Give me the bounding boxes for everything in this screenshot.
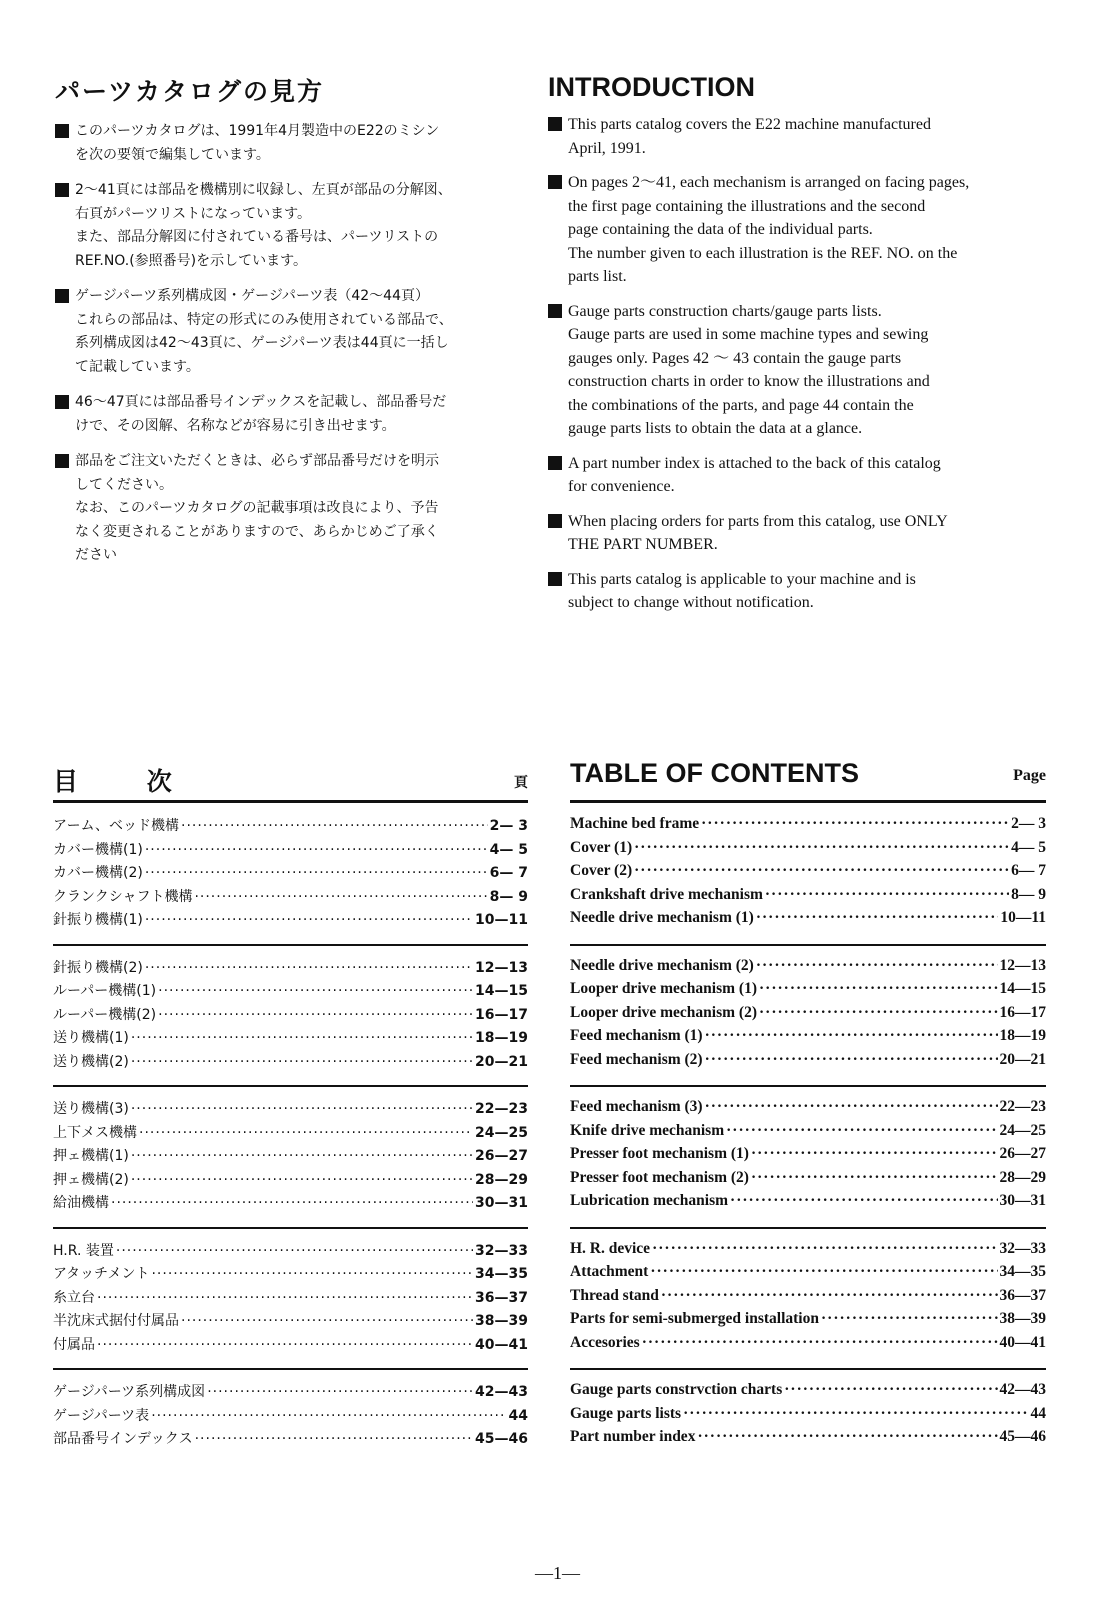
toc-dot-leader <box>194 889 487 905</box>
toc-entry-label: 針振り機構(2) <box>53 959 143 976</box>
toc-divider <box>570 1085 1046 1087</box>
toc-dot-leader <box>181 818 488 834</box>
toc-entry <box>53 1169 528 1193</box>
paragraph-line: the combinations of the parts, and page 44 contain the <box>568 396 914 414</box>
toc-dot-leader <box>111 1195 473 1211</box>
bullet-square-icon <box>55 289 69 303</box>
toc-entry <box>53 1405 528 1429</box>
toc-dot-leader <box>139 1125 473 1141</box>
bullet-square-icon <box>55 395 69 409</box>
toc-entry <box>570 886 1046 910</box>
intro-paragraph <box>55 285 500 379</box>
toc-entry-pages: 44 <box>508 1407 528 1424</box>
paragraph-line: してください。 <box>75 476 173 493</box>
paragraph-line: て記載しています。 <box>75 358 200 375</box>
toc-dot-leader <box>131 1172 473 1188</box>
toc-entry-label: アタッチメント <box>53 1266 150 1282</box>
toc-entry-label: 糸立台 <box>53 1289 95 1306</box>
toc-dot-leader <box>116 1243 473 1259</box>
toc-dot-leader <box>158 983 473 999</box>
toc-entry-label: Cover (2) <box>570 862 633 879</box>
intro-paragraph <box>548 510 1038 557</box>
toc-dot-leader <box>131 1030 473 1046</box>
toc-entry <box>53 1287 528 1311</box>
bullet-square-icon <box>548 514 562 528</box>
toc-entry <box>53 1192 528 1216</box>
toc-entry-label: 上下メス機構 <box>53 1124 137 1141</box>
intro-paragraph <box>55 391 500 438</box>
paragraph-line: parts list. <box>568 268 627 285</box>
toc-entry <box>570 909 1046 933</box>
toc-entry <box>53 1051 528 1075</box>
paragraph-line: ださい <box>75 547 117 563</box>
toc-dot-leader <box>650 1263 997 1281</box>
toc-entry <box>570 1334 1046 1358</box>
toc-dot-leader <box>195 1431 473 1447</box>
toc-dot-leader <box>759 980 998 998</box>
paragraph-line: けで、その図解、名称などが容易に引き出せます。 <box>75 417 396 434</box>
toc-entry-pages: 10—11 <box>475 912 528 928</box>
toc-dot-leader <box>751 1169 998 1187</box>
paragraph-line: page containing the data of the individual parts. <box>568 221 873 238</box>
toc-entry-pages: 16—17 <box>475 1006 528 1023</box>
paragraph-line: gauges only. Pages 42 ～ 43 contain the gauge parts <box>568 349 902 367</box>
toc-entry <box>53 1263 528 1287</box>
paragraph-line: このパーツカタログは、1991年4月製造中のE22のミシン <box>75 123 440 139</box>
intro-paragraph <box>548 171 1038 289</box>
toc-entry <box>570 1405 1046 1429</box>
toc-jp-rule <box>53 800 528 803</box>
toc-entry-pages: 18—19 <box>475 1030 528 1046</box>
toc-entry-label: カバー機構(2) <box>53 865 143 881</box>
toc-entry-label: 部品番号インデックス <box>53 1431 193 1447</box>
toc-entry-pages: 40—41 <box>475 1336 528 1353</box>
toc-entry <box>53 1428 528 1452</box>
toc-entry <box>570 839 1046 863</box>
toc-entry <box>53 1122 528 1146</box>
toc-divider <box>53 1085 528 1087</box>
toc-entry <box>570 1310 1046 1334</box>
bullet-square-icon <box>548 117 562 131</box>
toc-entry-pages: 12—13 <box>475 959 528 976</box>
paragraph-line: the first page containing the illustrations and the second <box>568 197 926 215</box>
paragraph-line: construction charts in order to know the illustrations and <box>568 373 930 390</box>
toc-entry-label: 押ェ機構(2) <box>53 1171 129 1188</box>
toc-entry-pages: 32—33 <box>999 1239 1046 1257</box>
toc-entry <box>570 1051 1046 1075</box>
paragraph-line: 右頁がパーツリストになっています。 <box>75 205 312 222</box>
toc-entry-label: H. R. device <box>570 1239 651 1257</box>
toc-entry-pages: 45—46 <box>999 1428 1046 1445</box>
toc-entry-pages: 18—19 <box>999 1027 1046 1044</box>
toc-entry <box>53 1310 528 1334</box>
toc-entry-pages: 42—43 <box>475 1384 528 1400</box>
paragraph-line: 2～41頁には部品を機構別に収録し、左頁が部品の分解図、 <box>75 182 452 198</box>
toc-entry-label: Attachment <box>570 1263 649 1280</box>
toc-dot-leader <box>756 957 998 975</box>
toc-entry-pages: 28—29 <box>999 1168 1046 1186</box>
paragraph-line: 系列構成図は42～43頁に、ゲージパーツ表は44頁に一括し <box>75 335 449 351</box>
toc-entry-label: Cover (1) <box>570 838 633 856</box>
toc-dot-leader <box>131 1054 473 1070</box>
toc-entry-pages: 40—41 <box>999 1333 1046 1351</box>
toc-entry-pages: 10—11 <box>1000 909 1046 926</box>
toc-dot-leader <box>131 1148 473 1164</box>
toc-dot-leader <box>683 1405 1028 1423</box>
toc-entry-pages: 2— 3 <box>1011 815 1046 832</box>
toc-entry-label: アーム、ベッド機構 <box>53 818 179 834</box>
intro-en-section <box>548 72 1038 615</box>
toc-dot-leader <box>97 1337 473 1353</box>
toc-divider <box>53 1227 528 1229</box>
toc-entry-label: Feed mechanism (3) <box>570 1098 703 1115</box>
toc-entry <box>53 909 528 933</box>
toc-divider <box>570 944 1046 946</box>
toc-entry-pages: 12—13 <box>999 956 1046 974</box>
paragraph-line: 部品をご注文いただくときは、必らず部品番号だけを明示 <box>75 453 439 469</box>
toc-dot-leader <box>207 1384 473 1400</box>
toc-entry-pages: 45—46 <box>475 1431 528 1447</box>
toc-entry <box>570 1004 1046 1028</box>
intro-jp-body <box>55 120 500 568</box>
paragraph-line: This parts catalog covers the E22 machine manufactured <box>568 116 931 133</box>
toc-entry-label: Needle drive mechanism (1) <box>570 909 754 926</box>
toc-entry-label: 給油機構 <box>53 1195 109 1211</box>
toc-jp-header <box>53 762 528 800</box>
toc-entry <box>570 980 1046 1004</box>
toc-entry-label: 送り機構(2) <box>53 1053 129 1070</box>
toc-entry-pages: 24—25 <box>475 1124 528 1141</box>
intro-paragraph <box>548 113 1038 160</box>
toc-entry-label: クランクシャフト機構 <box>53 888 193 905</box>
toc-entry-label: 付属品 <box>53 1336 95 1353</box>
toc-entry-label: Needle drive mechanism (2) <box>570 956 754 974</box>
toc-entry <box>570 1381 1046 1405</box>
paragraph-line: これらの部品は、特定の形式にのみ使用されている部品で、 <box>75 311 453 328</box>
intro-paragraph <box>55 450 500 568</box>
toc-entry-label: H.R. 装置 <box>53 1242 114 1259</box>
paragraph-line: Gauge parts are used in some machine types and sewing <box>568 326 929 343</box>
toc-entry-pages: 2— 3 <box>489 818 528 834</box>
bullet-square-icon <box>548 304 562 318</box>
toc-entry-label: Parts for semi-submerged installation <box>570 1310 819 1327</box>
toc-dot-leader <box>145 960 473 976</box>
toc-divider <box>570 1227 1046 1229</box>
toc-entry-label: Part number index <box>570 1428 696 1445</box>
toc-entry-label: Machine bed frame <box>570 815 700 832</box>
toc-en-header <box>570 758 1046 798</box>
toc-entry <box>570 1287 1046 1311</box>
toc-entry <box>570 1169 1046 1193</box>
toc-entry <box>570 1428 1046 1452</box>
paragraph-line: THE PART NUMBER. <box>568 536 718 553</box>
toc-entry <box>53 839 528 863</box>
toc-entry-pages: 4— 5 <box>489 841 528 858</box>
toc-dot-leader <box>705 1098 998 1116</box>
toc-entry-pages: 6— 7 <box>1011 862 1046 879</box>
toc-entry-label: Gauge parts constrvction charts <box>570 1381 783 1398</box>
toc-entry-pages: 26—27 <box>475 1148 528 1164</box>
paragraph-line: なお、このパーツカタログの記載事項は改良により、予告 <box>75 500 439 516</box>
toc-entry-pages: 14—15 <box>999 980 1046 997</box>
toc-entry-label: Accesories <box>570 1333 640 1351</box>
intro-jp-title: パーツカタログの見方 <box>55 77 325 106</box>
paragraph-line: Gauge parts construction charts/gauge parts lists. <box>568 302 882 320</box>
toc-divider <box>53 1368 528 1370</box>
toc-entry-label: 送り機構(3) <box>53 1101 129 1117</box>
toc-entry <box>570 815 1046 839</box>
bullet-square-icon <box>548 572 562 586</box>
toc-dot-leader <box>765 886 1009 904</box>
toc-dot-leader <box>634 862 1009 880</box>
toc-entry-label: ゲージパーツ系列構成図 <box>53 1384 206 1400</box>
toc-entry-label: ルーパー機構(2) <box>53 1006 157 1023</box>
toc-entry-pages: 30—31 <box>999 1192 1046 1209</box>
toc-en-title: TABLE OF CONTENTS <box>570 758 859 788</box>
toc-entry-pages: 26—27 <box>999 1145 1046 1162</box>
toc-entry-label: カバー機構(1) <box>53 841 143 858</box>
toc-entry-pages: 34—35 <box>475 1266 528 1282</box>
toc-dot-leader <box>145 842 488 858</box>
toc-dot-leader <box>652 1240 997 1258</box>
intro-paragraph <box>548 300 1038 441</box>
toc-entry-pages: 20—21 <box>999 1050 1046 1068</box>
paragraph-line: The number given to each illustration is the REF. NO. on the <box>568 244 958 262</box>
intro-paragraph <box>548 568 1038 615</box>
toc-en-rule <box>570 800 1046 803</box>
toc-entry <box>53 1381 528 1405</box>
paragraph-line: 46～47頁には部品番号インデックスを記載し、部品番号だ <box>75 394 447 410</box>
toc-entry-pages: 34—35 <box>999 1263 1046 1280</box>
intro-en-title: INTRODUCTION <box>548 72 755 102</box>
paragraph-line: for convenience. <box>568 478 675 495</box>
toc-jp-page-label: 頁 <box>514 775 528 791</box>
toc-entry-pages: 30—31 <box>475 1195 528 1211</box>
toc-entry-pages: 8— 9 <box>1011 885 1046 903</box>
toc-entry <box>53 980 528 1004</box>
toc-entry-label: Crankshaft drive mechanism <box>570 885 763 903</box>
toc-entry <box>570 1192 1046 1216</box>
toc-dot-leader <box>751 1145 998 1163</box>
toc-entry-pages: 44 <box>1030 1404 1046 1422</box>
toc-entry <box>570 957 1046 981</box>
toc-dot-leader <box>145 865 488 881</box>
paragraph-line: April, 1991. <box>568 139 646 157</box>
toc-jp-section <box>53 762 528 1452</box>
toc-entry-pages: 20—21 <box>475 1053 528 1070</box>
paragraph-line: subject to change without notification. <box>568 594 814 611</box>
toc-dot-leader <box>151 1266 473 1282</box>
toc-dot-leader <box>756 909 999 927</box>
intro-jp-section <box>55 72 500 568</box>
toc-entry <box>53 1004 528 1028</box>
toc-entry-label: 送り機構(1) <box>53 1030 129 1046</box>
toc-entry-label: Knife drive mechanism <box>570 1121 725 1139</box>
toc-dot-leader <box>158 1007 473 1023</box>
intro-paragraph <box>55 179 500 273</box>
toc-dot-leader <box>634 839 1009 857</box>
toc-dot-leader <box>784 1381 997 1399</box>
paragraph-line: gauge parts lists to obtain the data at a glance. <box>568 420 863 437</box>
toc-entry-label: Thread stand <box>570 1286 659 1304</box>
toc-entry <box>570 1098 1046 1122</box>
toc-entry <box>53 957 528 981</box>
intro-en-body <box>548 113 1038 615</box>
page-number: —1— <box>535 1563 580 1583</box>
toc-entry-label: ゲージパーツ表 <box>53 1407 150 1424</box>
toc-entry <box>570 1027 1046 1051</box>
toc-entry-pages: 38—39 <box>475 1313 528 1329</box>
paragraph-line: On pages 2～41, each mechanism is arranged on facing pages, <box>568 174 970 191</box>
toc-entry-pages: 8— 9 <box>489 888 528 905</box>
toc-dot-leader <box>661 1287 998 1305</box>
paragraph-line: REF.NO.(参照番号)を示しています。 <box>75 252 308 269</box>
toc-entry-pages: 6— 7 <box>489 865 528 881</box>
toc-dot-leader <box>759 1004 998 1022</box>
toc-dot-leader <box>730 1192 997 1210</box>
toc-entry-pages: 22—23 <box>999 1098 1046 1115</box>
bullet-square-icon <box>548 175 562 189</box>
bullet-square-icon <box>55 183 69 197</box>
paragraph-line: When placing orders for parts from this catalog, use ONLY <box>568 512 948 530</box>
toc-dot-leader <box>821 1310 998 1328</box>
toc-entry-label: Feed mechanism (2) <box>570 1050 703 1068</box>
paragraph-line: A part number index is attached to the back of this catalog <box>568 454 941 472</box>
toc-entry-pages: 22—23 <box>475 1101 528 1117</box>
toc-entry-label: Lubrication mechanism <box>570 1192 729 1209</box>
toc-jp-title: 目 次 <box>53 767 202 796</box>
toc-divider <box>570 1368 1046 1370</box>
toc-entry <box>53 862 528 886</box>
toc-entry <box>570 1263 1046 1287</box>
toc-jp-list <box>53 815 528 1452</box>
toc-dot-leader <box>145 912 473 928</box>
toc-dot-leader <box>705 1051 998 1069</box>
bullet-square-icon <box>548 456 562 470</box>
toc-entry <box>53 1145 528 1169</box>
toc-entry-pages: 36—37 <box>999 1286 1046 1304</box>
toc-en-page-label: Page <box>1013 767 1046 784</box>
toc-dot-leader <box>97 1290 473 1306</box>
toc-entry <box>53 1027 528 1051</box>
toc-entry <box>570 1122 1046 1146</box>
toc-entry-pages: 14—15 <box>475 983 528 999</box>
toc-entry-label: Looper drive mechanism (2) <box>570 1003 757 1021</box>
toc-entry-pages: 32—33 <box>475 1242 528 1259</box>
toc-en-section <box>570 758 1046 1452</box>
toc-dot-leader <box>131 1101 473 1117</box>
toc-dot-leader <box>181 1313 473 1329</box>
toc-entry <box>53 1240 528 1264</box>
toc-entry-label: Looper drive mechanism (1) <box>570 980 757 997</box>
paragraph-line: また、部品分解図に付されている番号は、パーツリストの <box>75 229 439 245</box>
toc-dot-leader <box>697 1428 997 1446</box>
toc-entry-label: 押ェ機構(1) <box>53 1148 129 1164</box>
toc-entry-pages: 36—37 <box>475 1289 528 1306</box>
toc-entry-label: Gauge parts lists <box>570 1404 682 1422</box>
toc-entry <box>570 1145 1046 1169</box>
toc-dot-leader <box>151 1408 506 1424</box>
intro-paragraph <box>55 120 500 167</box>
toc-entry <box>570 862 1046 886</box>
bullet-square-icon <box>55 454 69 468</box>
toc-entry-label: Presser foot mechanism (2) <box>570 1168 749 1186</box>
toc-en-list <box>570 815 1046 1452</box>
toc-divider <box>53 944 528 946</box>
toc-entry <box>53 886 528 910</box>
toc-entry <box>53 1098 528 1122</box>
toc-entry-pages: 4— 5 <box>1011 838 1046 856</box>
toc-entry-pages: 16—17 <box>999 1003 1046 1021</box>
bullet-square-icon <box>55 124 69 138</box>
intro-paragraph <box>548 452 1038 499</box>
toc-dot-leader <box>726 1122 997 1140</box>
toc-entry <box>53 815 528 839</box>
toc-entry-label: Feed mechanism (1) <box>570 1027 703 1044</box>
toc-entry-pages: 28—29 <box>475 1171 528 1188</box>
paragraph-line: なく変更されることがありますので、あらかじめご了承く <box>75 523 439 540</box>
toc-entry-label: ルーパー機構(1) <box>53 983 157 999</box>
toc-entry-pages: 24—25 <box>999 1121 1046 1139</box>
toc-entry-label: 半沈床式据付付属品 <box>53 1313 179 1329</box>
paragraph-line: ゲージパーツ系列構成図・ゲージパーツ表（42～44頁） <box>75 288 429 304</box>
toc-entry <box>570 1240 1046 1264</box>
toc-entry <box>53 1334 528 1358</box>
paragraph-line: を次の要領で編集しています。 <box>75 146 270 163</box>
toc-entry-pages: 38—39 <box>999 1310 1046 1327</box>
toc-dot-leader <box>642 1334 998 1352</box>
paragraph-line: This parts catalog is applicable to your machine and is <box>568 570 916 588</box>
toc-entry-label: 針振り機構(1) <box>53 912 143 928</box>
toc-entry-label: Presser foot mechanism (1) <box>570 1145 749 1162</box>
toc-dot-leader <box>701 815 1009 833</box>
toc-dot-leader <box>705 1027 998 1045</box>
toc-entry-pages: 42—43 <box>999 1381 1046 1398</box>
